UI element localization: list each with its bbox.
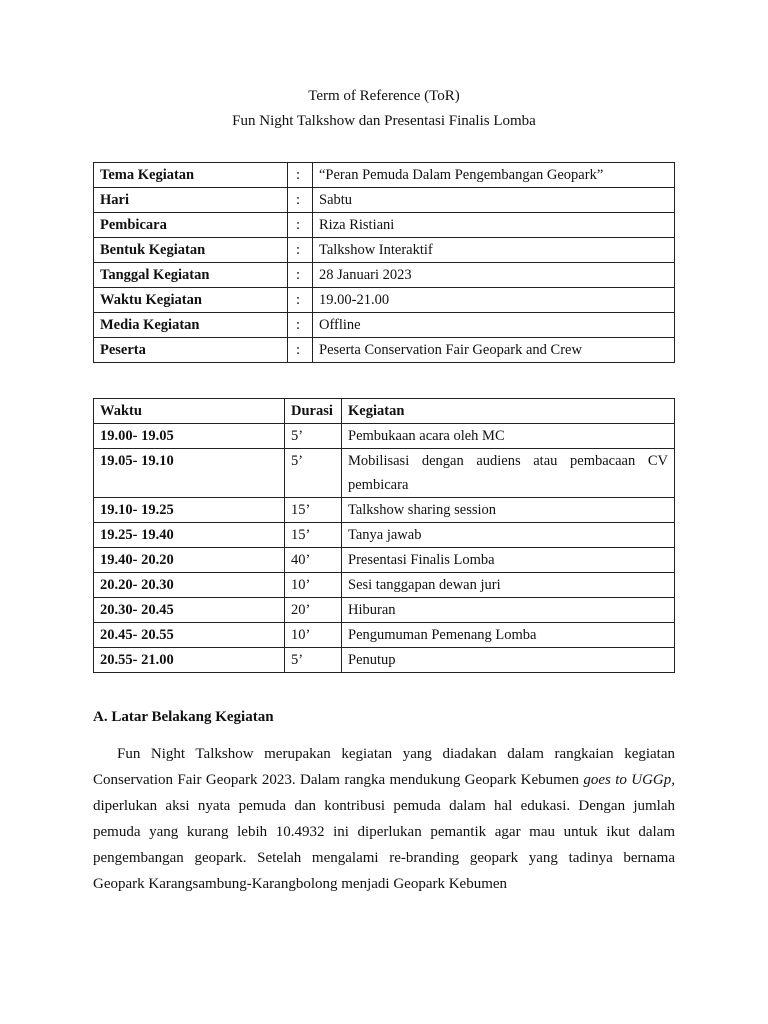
- schedule-kegiatan: Pembukaan acara oleh MC: [342, 424, 675, 449]
- schedule-row: [94, 498, 675, 523]
- info-value: 19.00-21.00: [313, 288, 675, 313]
- info-value: Offline: [313, 313, 675, 338]
- info-row: [94, 263, 675, 288]
- schedule-durasi: 15’: [285, 498, 342, 523]
- info-label: Hari: [94, 188, 288, 213]
- info-separator: :: [288, 213, 313, 238]
- info-row: [94, 188, 675, 213]
- info-separator: :: [288, 263, 313, 288]
- schedule-waktu: 19.10- 19.25: [94, 498, 285, 523]
- info-row: [94, 313, 675, 338]
- schedule-kegiatan: Sesi tanggapan dewan juri: [342, 573, 675, 598]
- info-value: Riza Ristiani: [313, 213, 675, 238]
- paragraph-text-1: Fun Night Talkshow merupakan kegiatan yang diadakan dalam rangkaian kegiatan Conservation Fair Geopark 2023. Dalam rangka mendukung Geopark Kebumen: [93, 746, 675, 788]
- info-row: [94, 288, 675, 313]
- schedule-waktu: 19.05- 19.10: [94, 449, 285, 498]
- schedule-kegiatan: Presentasi Finalis Lomba: [342, 548, 675, 573]
- schedule-row: [94, 623, 675, 648]
- schedule-waktu: 20.55- 21.00: [94, 648, 285, 673]
- document-title: Term of Reference (ToR): [308, 88, 460, 104]
- paragraph-text-2: diperlukan aksi nyata pemuda dan kontribusi pemuda dalam hal edukasi. Dengan jumlah pemuda yang kurang lebih 10.4932 ini diperlukan pemantik agar mau untuk ikut dalam pengembangan geopark. Setelah mengalami re-branding geopark yang tadinya bernama Geopark Karangsambung-Karangbolong menjadi Geopark Kebumen: [93, 798, 675, 892]
- schedule-kegiatan: Mobilisasi dengan audiens atau pembacaan CV pembicara: [342, 449, 675, 498]
- info-value: “Peran Pemuda Dalam Pengembangan Geopark”: [313, 163, 675, 188]
- schedule-durasi: 40’: [285, 548, 342, 573]
- paragraph-italic-text: goes to UGGp,: [583, 772, 675, 788]
- schedule-durasi: 10’: [285, 573, 342, 598]
- schedule-row: [94, 598, 675, 623]
- schedule-kegiatan: Hiburan: [342, 598, 675, 623]
- info-value: Sabtu: [313, 188, 675, 213]
- schedule-row: [94, 548, 675, 573]
- schedule-kegiatan: Talkshow sharing session: [342, 498, 675, 523]
- section-heading: A. Latar Belakang Kegiatan: [93, 709, 274, 725]
- info-label: Pembicara: [94, 213, 288, 238]
- info-value: 28 Januari 2023: [313, 263, 675, 288]
- info-row: [94, 213, 675, 238]
- schedule-waktu: 19.40- 20.20: [94, 548, 285, 573]
- schedule-row: [94, 523, 675, 548]
- info-row: [94, 338, 675, 363]
- info-label: Tema Kegiatan: [94, 163, 288, 188]
- schedule-durasi: 20’: [285, 598, 342, 623]
- schedule-table: [93, 398, 675, 673]
- info-value: Talkshow Interaktif: [313, 238, 675, 263]
- info-separator: :: [288, 288, 313, 313]
- info-label: Media Kegiatan: [94, 313, 288, 338]
- schedule-waktu: 20.20- 20.30: [94, 573, 285, 598]
- schedule-durasi: 5’: [285, 449, 342, 498]
- schedule-waktu: 19.00- 19.05: [94, 424, 285, 449]
- info-row: [94, 163, 675, 188]
- schedule-kegiatan: Pengumuman Pemenang Lomba: [342, 623, 675, 648]
- header-durasi: Durasi: [285, 399, 342, 424]
- info-separator: :: [288, 238, 313, 263]
- schedule-waktu: 19.25- 19.40: [94, 523, 285, 548]
- document-subtitle: Fun Night Talkshow dan Presentasi Finalis Lomba: [232, 113, 536, 129]
- info-row: [94, 238, 675, 263]
- schedule-waktu: 20.45- 20.55: [94, 623, 285, 648]
- schedule-durasi: 15’: [285, 523, 342, 548]
- info-value: Peserta Conservation Fair Geopark and Crew: [313, 338, 675, 363]
- schedule-kegiatan: Tanya jawab: [342, 523, 675, 548]
- schedule-row: [94, 424, 675, 449]
- info-separator: :: [288, 338, 313, 363]
- header-waktu: Waktu: [94, 399, 285, 424]
- schedule-row: [94, 573, 675, 598]
- schedule-row: [94, 449, 675, 498]
- info-separator: :: [288, 188, 313, 213]
- info-separator: :: [288, 163, 313, 188]
- schedule-row: [94, 648, 675, 673]
- info-label: Tanggal Kegiatan: [94, 263, 288, 288]
- schedule-durasi: 5’: [285, 424, 342, 449]
- schedule-waktu: 20.30- 20.45: [94, 598, 285, 623]
- info-label: Peserta: [94, 338, 288, 363]
- background-paragraph: [93, 741, 675, 897]
- schedule-kegiatan: Penutup: [342, 648, 675, 673]
- info-separator: :: [288, 313, 313, 338]
- header-kegiatan: Kegiatan: [342, 399, 675, 424]
- schedule-durasi: 5’: [285, 648, 342, 673]
- info-table: [93, 162, 675, 363]
- info-label: Waktu Kegiatan: [94, 288, 288, 313]
- schedule-header-row: [94, 399, 675, 424]
- schedule-durasi: 10’: [285, 623, 342, 648]
- info-label: Bentuk Kegiatan: [94, 238, 288, 263]
